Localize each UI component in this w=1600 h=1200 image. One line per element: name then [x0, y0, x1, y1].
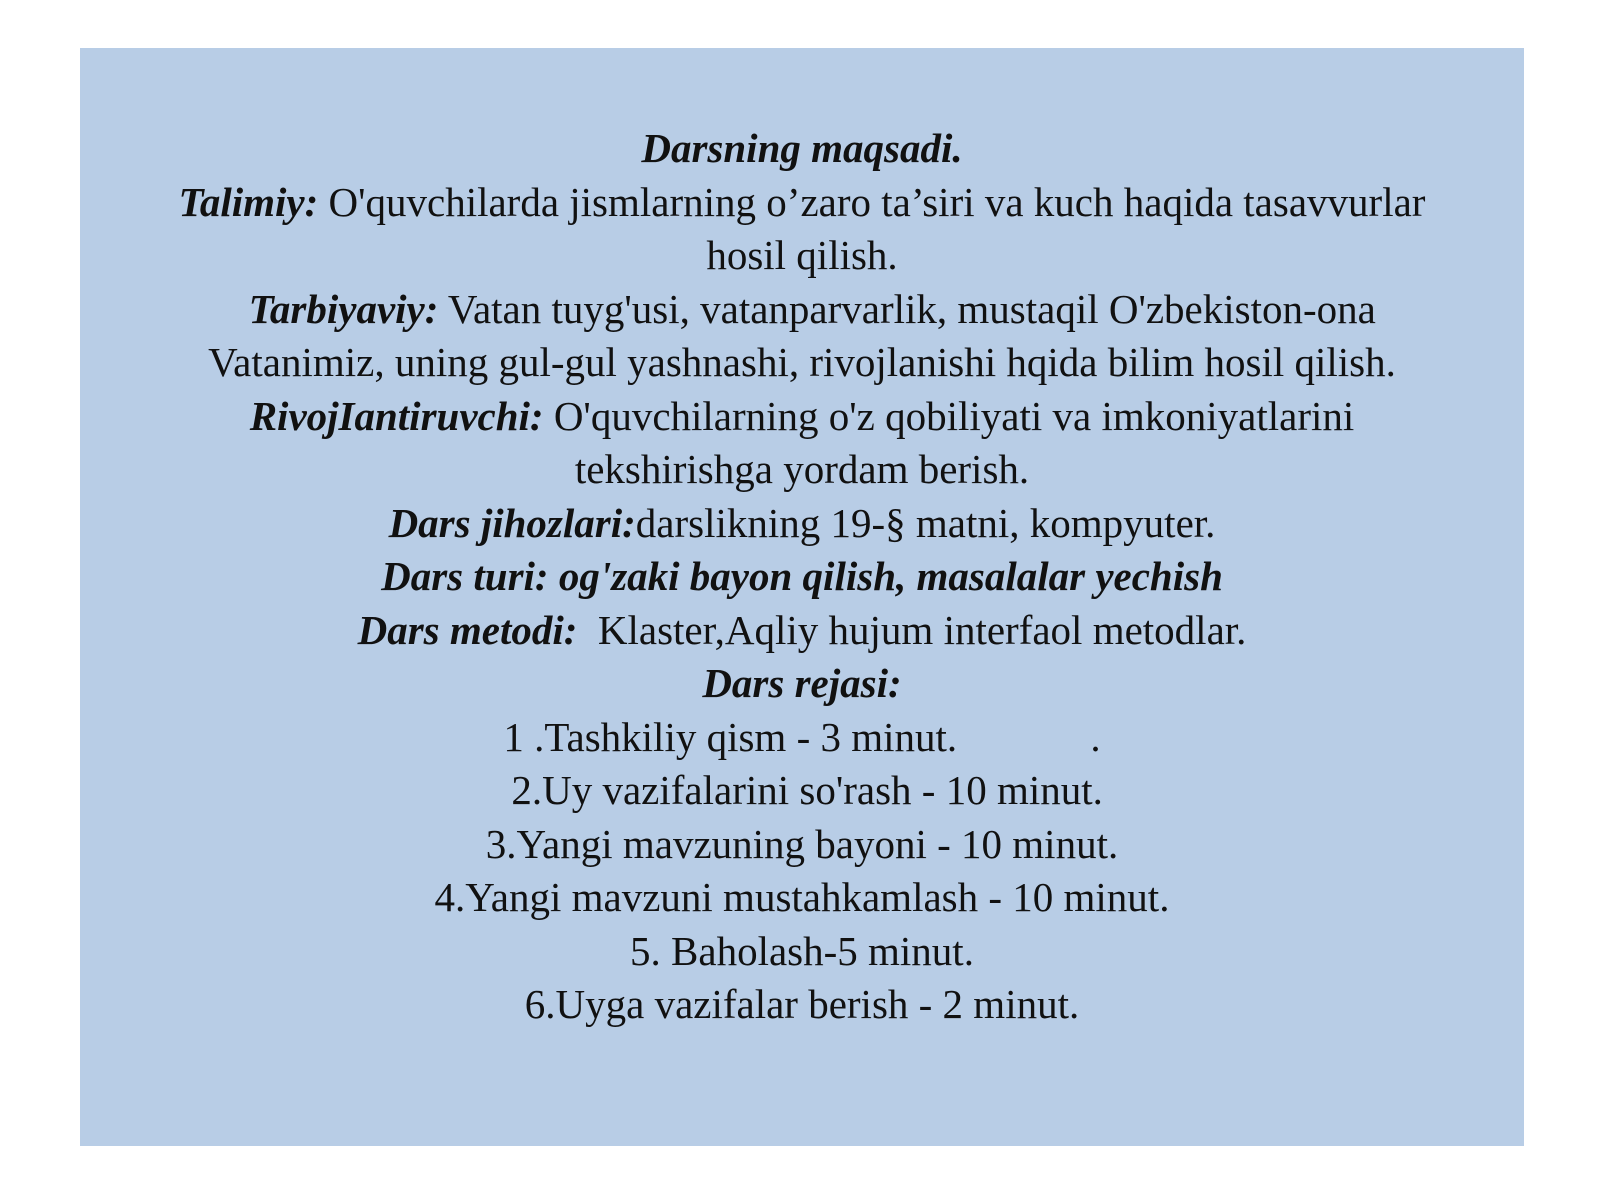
page-title: Darsning maqsadi.: [641, 125, 963, 171]
plan-item: 6.Uyga vazifalar berish - 2 minut.: [524, 981, 1080, 1027]
plan-item: 3.Yangi mavzuning bayoni - 10 minut.: [485, 820, 1119, 867]
rivojlantiruvchi-label: RivojIantiruvchi:: [249, 392, 544, 439]
metodi-label: Dars metodi:: [357, 606, 578, 653]
talimiy-text-1: O'quvchilarda jismlarning o’zaro ta’siri va kuch haqida tasavvurlar: [318, 178, 1426, 225]
rivojlantiruvchi-text-2: tekshirishga yordam berish.: [574, 446, 1030, 492]
tarbiyaviy-line-1: [80, 283, 1524, 337]
talimiy-text-2: hosil qilish.: [706, 232, 898, 278]
talimiy-line-1: [80, 176, 1524, 230]
jihozlar-text: darslikning 19-§ matni, kompyuter.: [635, 499, 1216, 546]
plan-item: 5. Baholash-5 minut.: [630, 927, 974, 974]
tarbiyaviy-text-2: Vatanimiz, uning gul-gul yashnashi, rivojlanishi hqida bilim hosil qilish.: [208, 339, 1396, 385]
plan-item: 2.Uy vazifalarini so'rash - 10 minut.: [501, 767, 1103, 813]
plan-item: 4.Yangi mavzuni mustahkamlash - 10 minut.: [434, 874, 1170, 920]
jihozlar-line: [80, 497, 1524, 551]
plan-item: 1 .Tashkiliy qism - 3 minut. .: [503, 713, 1101, 760]
dars-turi-line: Dars turi: og'zaki bayon qilish, masalalar yechish: [381, 553, 1223, 599]
lesson-objectives-text: [80, 122, 1524, 1032]
talimiy-label: Talimiy:: [178, 178, 319, 225]
plan-title: Dars rejasi:: [702, 660, 902, 706]
tarbiyaviy-label: Tarbiyaviy:: [248, 285, 439, 332]
rivojlantiruvchi-line-1: [80, 390, 1524, 444]
jihozlar-label: Dars jihozlari:: [388, 499, 636, 546]
content-panel: [80, 48, 1524, 1146]
metodi-text: Klaster,Aqliy hujum interfaol metodlar.: [577, 606, 1247, 653]
rivojlantiruvchi-text-1: O'quvchilarning o'z qobiliyati va imkoniyatlarini: [543, 392, 1355, 439]
tarbiyaviy-text-1: Vatan tuyg'usi, vatanparvarlik, mustaqil O'zbekiston-ona: [438, 285, 1376, 332]
metodi-line: [80, 604, 1524, 658]
